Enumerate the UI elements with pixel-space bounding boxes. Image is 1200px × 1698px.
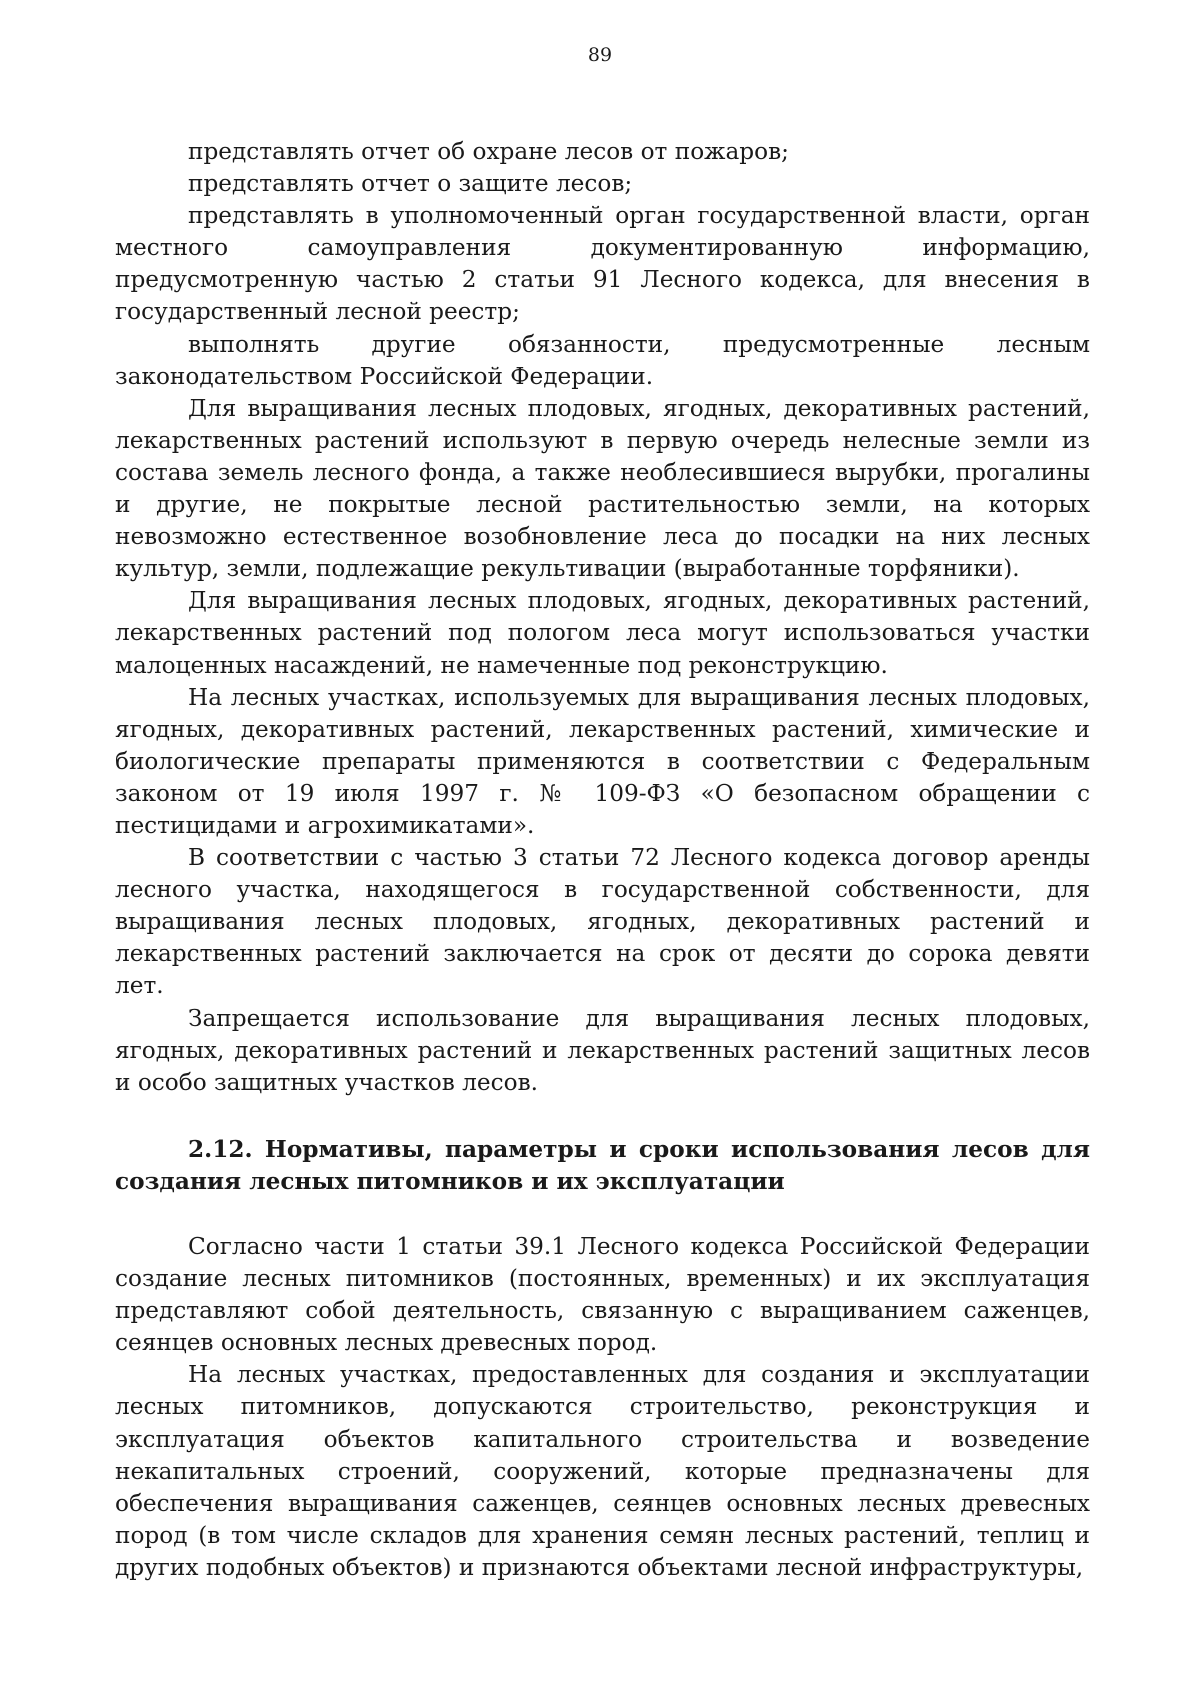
paragraph: выполнять другие обязанности, предусмотренные лесным законодательством Российской Федерации. xyxy=(115,330,1090,390)
paragraph: Запрещается использование для выращивания лесных плодовых, ягодных, декоративных растений и лекарственных растений защитных лесов и особо защитных участков лесов. xyxy=(115,1004,1090,1096)
document-body xyxy=(115,136,1090,1584)
paragraph: На лесных участках, используемых для выращивания лесных плодовых, ягодных, декоративных растений, лекарственных растений, химические и биологические препараты применяются в соответствии с Федеральным законом от 19 июля 1997 г. № 109-ФЗ «О безопасном обращении с пестицидами и агрохимикатами». xyxy=(115,683,1090,839)
paragraph: Согласно части 1 статьи 39.1 Лесного кодекса Российской Федерации создание лесных питомников (постоянных, временных) и их эксплуатация представляют собой деятельность, связанную с выращиванием саженцев, сеянцев основных лесных древесных пород. xyxy=(115,1233,1090,1357)
paragraph: В соответствии с частью 3 статьи 72 Лесного кодекса договор аренды лесного участка, находящегося в государственной собственности, для выращивания лесных плодовых, ягодных, декоративных растений и лекарственных растений заключается на срок от десяти до сорока девяти лет. xyxy=(115,844,1090,1000)
paragraph: представлять отчет о защите лесов; xyxy=(188,170,633,198)
page-number: 89 xyxy=(587,44,613,66)
paragraph: представлять в уполномоченный орган государственной власти, орган местного самоуправления документированную информацию, предусмотренную частью 2 статьи 91 Лесного кодекса, для внесения в государственный лесной реестр; xyxy=(115,202,1090,326)
paragraph: На лесных участках, предоставленных для создания и эксплуатации лесных питомников, допускаются строительство, реконструкция и эксплуатация объектов капитального строительства и возведение некапитальных строений, сооружений, которые предназначены для обеспечения выращивания саженцев, сеянцев основных лесных древесных пород (в том числе складов для хранения семян лесных растений, теплиц и других подобных объектов) и признаются объектами лесной инфраструктуры, xyxy=(115,1361,1090,1581)
section-heading: 2.12. Нормативы, параметры и сроки использования лесов для создания лесных питомников и их эксплуатации xyxy=(115,1135,1090,1195)
paragraph: Для выращивания лесных плодовых, ягодных, декоративных растений, лекарственных растений используют в первую очередь нелесные земли из состава земель лесного фонда, а также необлесившиеся вырубки, прогалины и другие, не покрытые лесной растительностью земли, на которых невозможно естественное возобновление леса до посадки на них лесных культур, земли, подлежащие рекультивации (выработанные торфяники). xyxy=(115,394,1090,583)
paragraph: Для выращивания лесных плодовых, ягодных, декоративных растений, лекарственных растений под пологом леса могут использоваться участки малоценных насаждений, не намеченные под реконструкцию. xyxy=(115,587,1090,679)
paragraph: представлять отчет об охране лесов от пожаров; xyxy=(188,138,789,165)
